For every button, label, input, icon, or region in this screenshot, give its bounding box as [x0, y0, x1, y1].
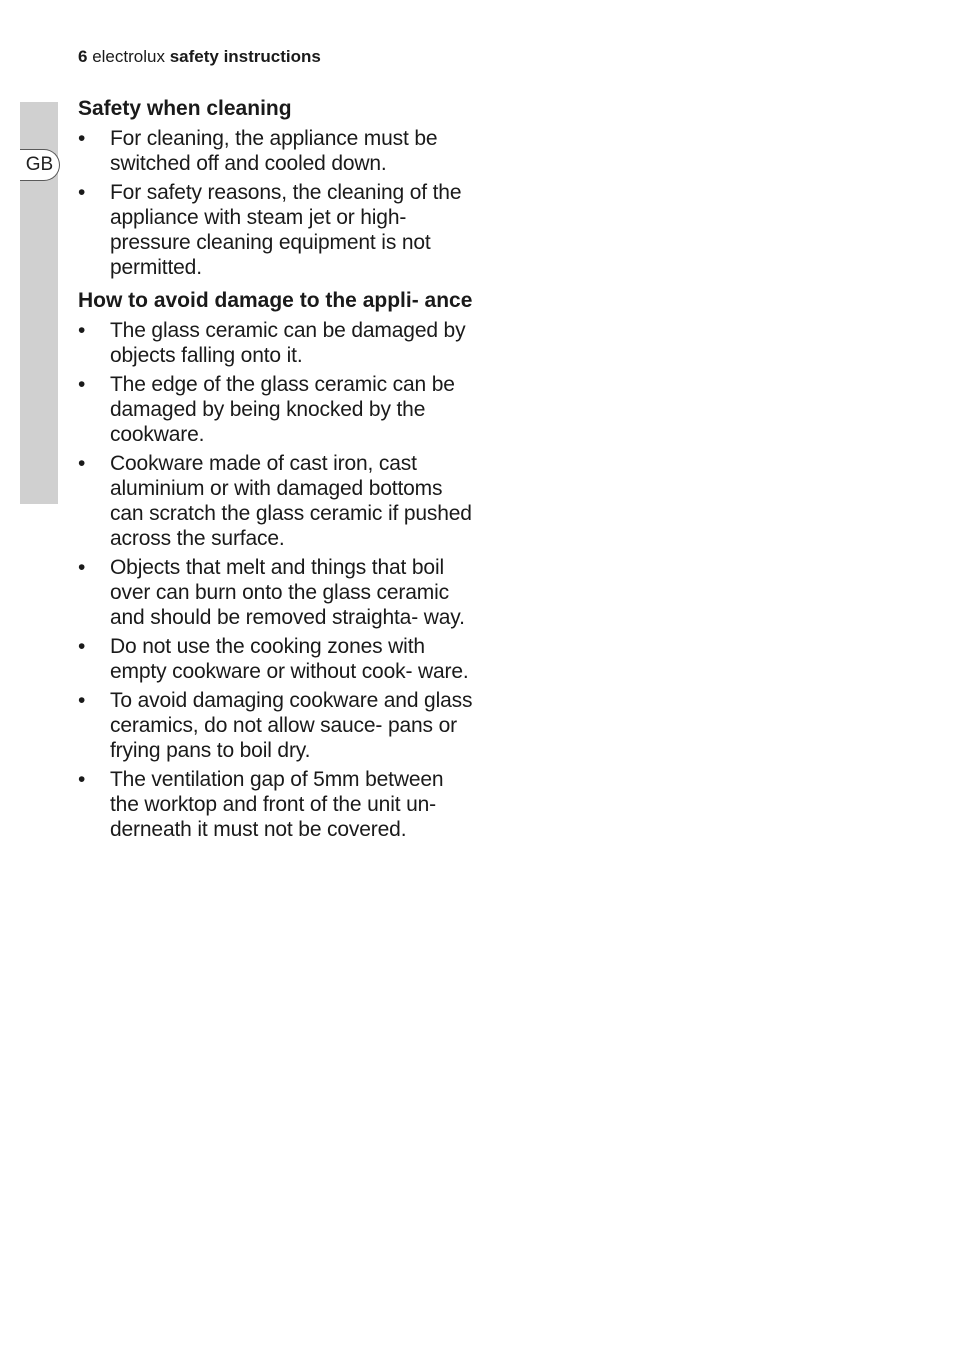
bullet-icon: • — [78, 768, 86, 791]
section-name: safety instructions — [169, 47, 321, 66]
list-item — [78, 767, 473, 842]
bullet-list-cleaning — [78, 126, 473, 280]
list-item — [78, 372, 473, 447]
list-item — [78, 555, 473, 630]
list-item — [78, 318, 473, 368]
list-item — [78, 634, 473, 684]
list-item-text: Cookware made of cast iron, cast aluminium or with damaged bottoms can scratch the glass ceramic if pushed across the surface. — [110, 452, 472, 550]
brand-name: electrolux — [92, 47, 165, 66]
list-item-text: Do not use the cooking zones with empty cookware or without cook- ware. — [110, 635, 469, 683]
bullet-icon: • — [78, 181, 86, 204]
bullet-icon: • — [78, 556, 86, 579]
list-item — [78, 688, 473, 763]
list-item-text: The ventilation gap of 5mm between the worktop and front of the unit un- derneath it must not be covered. — [110, 768, 444, 841]
page-header — [78, 46, 321, 68]
main-content — [78, 96, 473, 846]
page-number: 6 — [78, 47, 88, 66]
bullet-icon: • — [78, 373, 86, 396]
list-item — [78, 451, 473, 551]
list-item-text: Objects that melt and things that boil over can burn onto the glass ceramic and should be removed straighta- way. — [110, 556, 465, 629]
list-item — [78, 180, 473, 280]
section-title-cleaning: Safety when cleaning — [78, 97, 292, 120]
bullet-list-avoid-damage — [78, 318, 473, 842]
bullet-icon: • — [78, 452, 86, 475]
bullet-icon: • — [78, 319, 86, 342]
list-item-text: The edge of the glass ceramic can be damaged by being knocked by the cookware. — [110, 373, 455, 446]
list-item-text: To avoid damaging cookware and glass ceramics, do not allow sauce- pans or frying pans to boil dry. — [110, 689, 473, 762]
list-item — [78, 126, 473, 176]
bullet-icon: • — [78, 635, 86, 658]
bullet-icon: • — [78, 689, 86, 712]
bullet-icon: • — [78, 127, 86, 150]
list-item-text: For safety reasons, the cleaning of the appliance with steam jet or high-pressure cleaning equipment is not permitted. — [110, 181, 462, 279]
section-title-avoid-damage: How to avoid damage to the appli- ance — [78, 289, 473, 312]
list-item-text: The glass ceramic can be damaged by objects falling onto it. — [110, 319, 466, 367]
language-badge: GB — [20, 149, 60, 181]
list-item-text: For cleaning, the appliance must be switched off and cooled down. — [110, 127, 438, 175]
